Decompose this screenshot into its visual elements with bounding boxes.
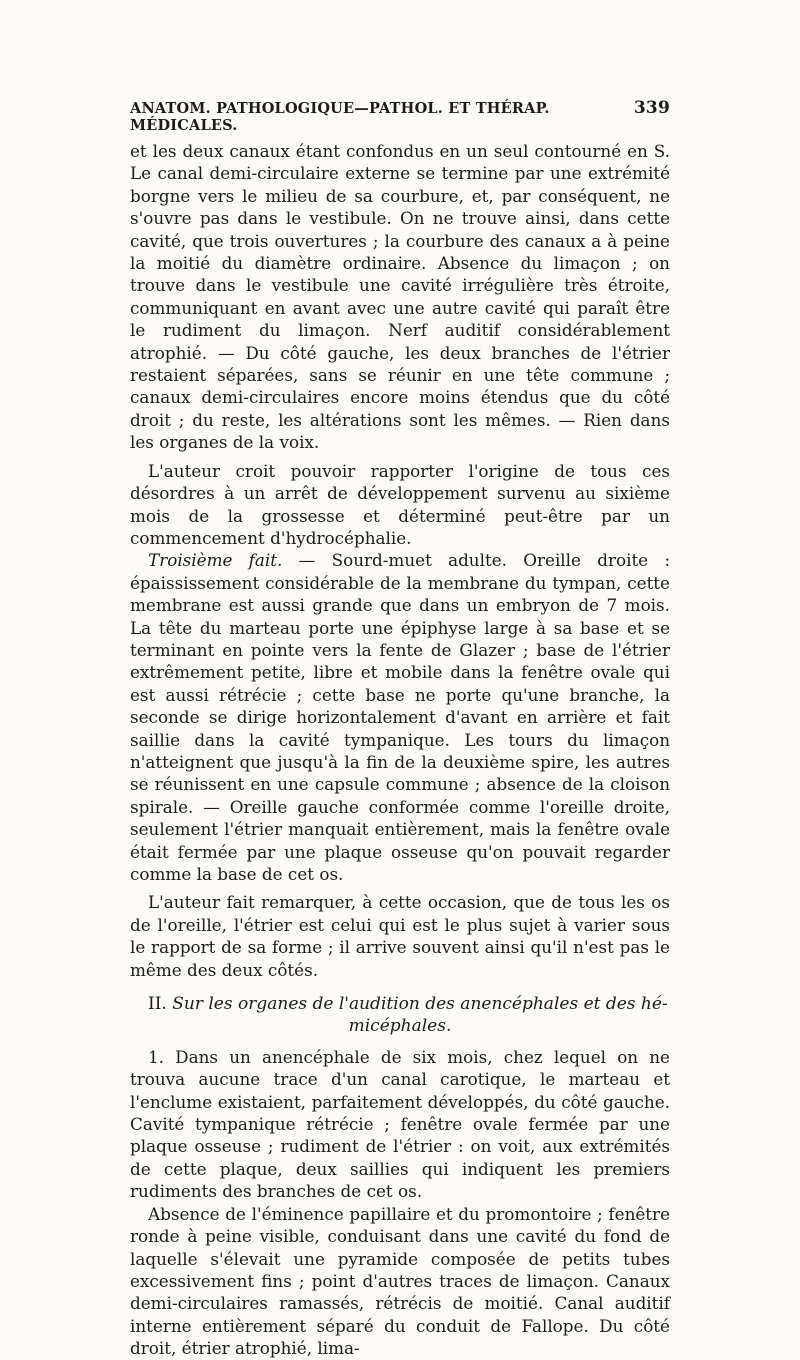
third-case-label: Troisième fait.: [148, 550, 283, 571]
third-case-text: — Sourd-muet adulte. Oreille droite : épaississement considérable de la membrane du tympan, cette membrane est aussi grande que dans un embryon de 7 mois. La tête du marteau porte une épiphyse large à sa base et se terminant en pointe vers la fente de Glazer ; base de l'étrier extrêmement petite, libre et mobile dans la fenêtre ovale qui est aussi rétrécie ; cette base ne porte qu'une branche, la seconde se dirige horizontalement d'avant en arrière et fait saillie dans la cavité tympanique. Les tours du limaçon n'atteignent que jusqu'à la fin de la deuxième spire, les autres se réunissent en une capsule commune ; absence de la cloison spirale. — Oreille gauche conformée comme l'oreille droite, seulement l'étrier manquait entièrement, mais la fenêtre ovale était fermée par une plaque osseuse qu'on pouvait regarder comme la base de cet os.: [130, 550, 671, 884]
section-title-line1: Sur les organes de l'audition des anencéphales et des hé-: [172, 994, 668, 1015]
page-number: 339: [633, 98, 670, 118]
paragraph-continuation: et les deux canaux étant confondus en un seul contourné en S. Le canal demi-circulaire externe se termine par une extrémité borgne vers le milieu de sa courbure, et, par conséquent, ne s'ouvre pas dans le vestibule. On ne trouve ainsi, dans cette cavité, que trois ouvertures ; la courbure des canaux a à peine la moitié du diamètre ordinaire. Absence du limaçon ; on trouve dans le vestibule une cavité irrégulière très étroite, communiquant en avant avec une autre cavité qui paraît être le rudiment du limaçon. Nerf auditif considérablement atrophié. — Du côté gauche, les deux branches de l'étrier restaient séparées, sans se réunir en une tête commune ; canaux demi-circulaires encore moins étendus que du côté droit ; du reste, les altérations sont les mêmes. — Rien dans les organes de la voix.: [130, 141, 670, 453]
paragraph-third-case: [130, 549, 670, 885]
running-title: ANATOM. PATHOLOGIQUE—PATHOL. ET THÉRAP. MÉDICALES.: [130, 100, 550, 134]
paragraph-author-origin: L'auteur croit pouvoir rapporter l'origine de tous ces désordres à un arrêt de développement survenu au sixième mois de la grossesse et déterminé peut-être par un commencement d'hydrocéphalie.: [130, 460, 670, 548]
book-page: [130, 98, 670, 1360]
paragraph-case-1: 1. Dans un anencéphale de six mois, chez lequel on ne trouva aucune trace d'un canal carotique, le marteau et l'enclume existaient, parfaitement développés, du côté gauche. Cavité tympanique rétrécie ; fenêtre ovale fermée par une plaque osseuse ; rudiment de l'étrier : on voit, aux extrémités de cette plaque, deux saillies qui indiquent les premiers rudiments des branches de cet os.: [130, 1046, 670, 1202]
paragraph-author-remark: L'auteur fait remarquer, à cette occasion, que de tous les os de l'oreille, l'étrier est celui qui est le plus sujet à varier sous le rapport de sa forme ; il arrive souvent ainsi qu'il n'est pas le même des deux côtés.: [130, 892, 670, 980]
running-header: [130, 98, 670, 134]
section-title-line2: micéphales.: [348, 1016, 452, 1037]
section-number: II.: [148, 994, 167, 1015]
section-heading: [130, 993, 670, 1038]
paragraph-case-1-continued: Absence de l'éminence papillaire et du promontoire ; fenêtre ronde à peine visible, conduisant dans une cavité du fond de laquelle s'élevait une pyramide composée de petits tubes excessivement fins ; point d'autres traces de limaçon. Canaux demi-circulaires ramassés, rétrécis de moitié. Canal auditif interne entièrement séparé du conduit de Fallope. Du côté droit, étrier atrophié, lima-: [130, 1203, 670, 1359]
